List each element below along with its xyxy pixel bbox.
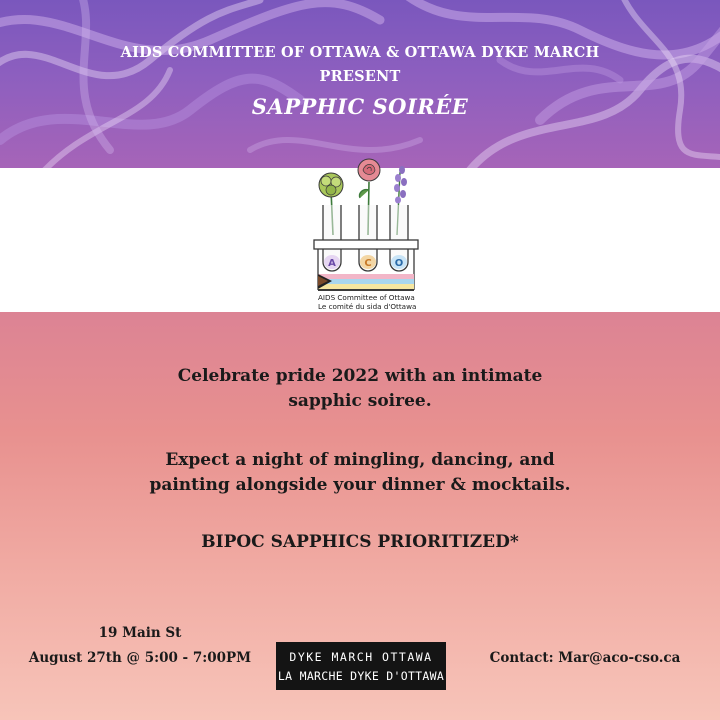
dyke-march-line-1: DYKE MARCH OTTAWA — [289, 650, 433, 664]
activities-line-1: Expect a night of mingling, dancing, and — [165, 450, 555, 470]
priority-note: BIPOC SAPPHICS PRIORITIZED* — [201, 532, 519, 552]
activities-paragraph — [0, 448, 720, 498]
intro-line-1: Celebrate pride 2022 with an intimate — [177, 366, 543, 386]
dyke-march-line-2: LA MARCHE DYKE D'OTTAWA — [277, 669, 445, 683]
intro-paragraph — [0, 364, 720, 414]
dyke-march-ottawa-logo — [276, 642, 446, 690]
event-address: 19 Main St — [98, 625, 182, 641]
intro-line-2: sapphic soiree. — [288, 391, 432, 411]
tube-letter-o: O — [394, 258, 404, 269]
logo-org-name-fr: Le comité du sida d'Ottawa — [318, 302, 417, 311]
tube-letter-a: A — [328, 258, 336, 269]
activities-line-2: painting alongside your dinner & mocktails. — [149, 475, 571, 495]
event-title: SAPPHIC SOIRÉE — [251, 94, 469, 119]
header-banner — [0, 0, 720, 168]
contact-email: Contact: Mar@aco-cso.ca — [489, 650, 681, 666]
presenters-line-1: AIDS COMMITTEE OF OTTAWA & OTTAWA DYKE MARCH — [120, 44, 600, 61]
aco-logo-test-tubes-icon — [310, 150, 422, 312]
tube-letter-c: C — [364, 258, 372, 269]
presenters-line-2: PRESENT — [319, 68, 401, 85]
logo-org-name-en: AIDS Committee of Ottawa — [318, 293, 415, 302]
event-date-time: August 27th @ 5:00 - 7:00PM — [28, 650, 252, 666]
